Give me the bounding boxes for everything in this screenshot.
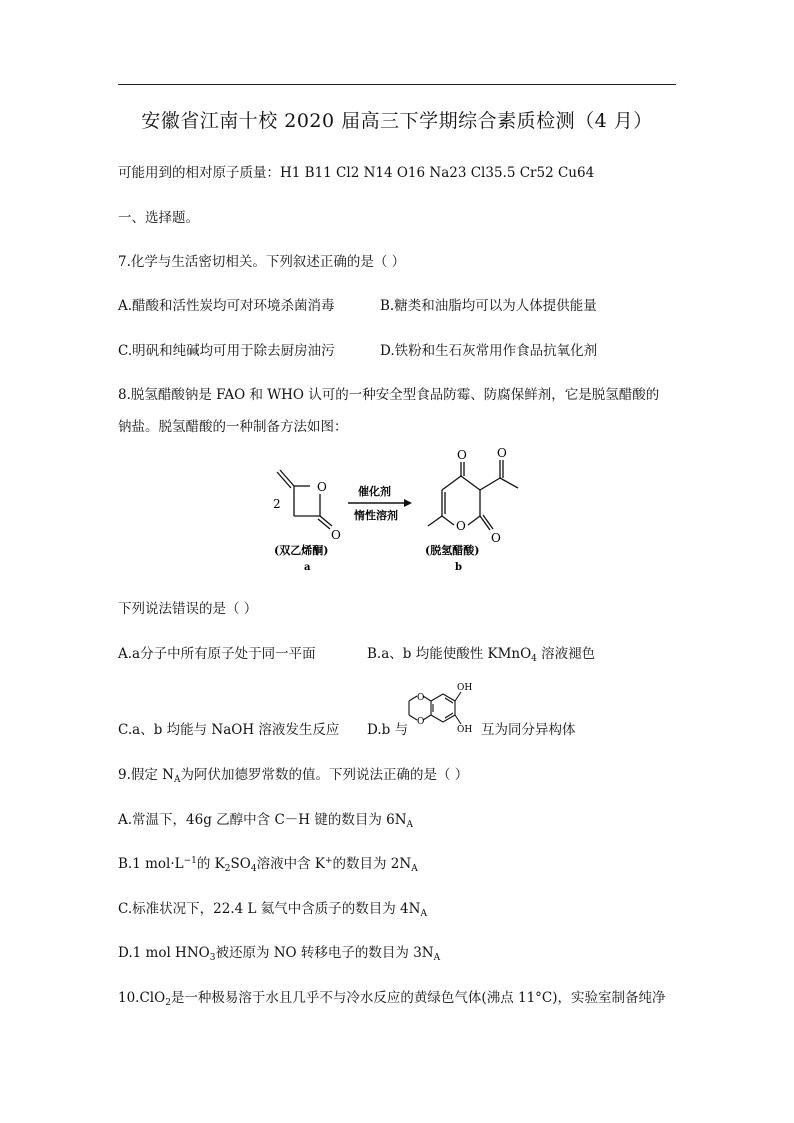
solvent-label: 惰性溶剂 [354,509,398,522]
header-rule [118,84,676,85]
coefficient-2: 2 [273,497,281,511]
name-a: (双乙烯酮) [274,544,329,557]
catalyst-label: 催化剂 [358,485,391,498]
q9-option-d: D.1 mol $HNO_3$被还原为 NO 转移电子的数目为 $3N_A$ [118,945,441,963]
name-b: (脱氢醋酸) [425,544,480,557]
q9-stem: 9.假定 $N_A$为阿伏加德罗常数的值。下列说法正确的是（ ） [118,767,469,785]
hydroxyl-top: OH [457,683,473,693]
benzodioxane-diol-structure [405,678,475,738]
diketene-carbonyl-oxygen: O [331,528,341,542]
q8-option-d-suffix: 互为同分异构体 [481,722,576,738]
dioxane-oxygen-bottom: O [417,717,425,727]
q8-option-a: A.a分子中所有原子处于同一平面 [118,646,316,662]
q8-question: 下列说法错误的是（ ） [118,601,258,617]
q8-option-d-prefix: D.b 与 [367,722,409,738]
reaction-arrowhead [404,499,412,507]
dha-acetyl-oxygen: O [497,446,507,460]
q7-option-a: A.醋酸和活性炭均可对环境杀菌消毒 [118,298,335,314]
diketene-structure [277,470,332,529]
diketene-ring-oxygen: O [317,480,327,494]
hydroxyl-bottom: OH [457,725,473,735]
dha-top-oxygen: O [457,448,467,462]
q7-option-b: B.糖类和油脂均可以为人体提供能量 [380,298,597,314]
dioxane-oxygen-top: O [417,693,425,703]
q7-option-c: C.明矾和纯碱均可用于除去厨房油污 [118,343,335,359]
page-title: 安徽省江南十校 2020 届高三下学期综合素质检测（4 月） [141,110,653,132]
dha-lower-oxygen: O [491,531,501,545]
dha-ring-oxygen: O [456,519,466,533]
q8-stem-line1: 8.脱氢醋酸钠是 FAO 和 WHO 认可的一种安全型食品防霉、防腐保鲜剂，它是脱氢醋酸的 [118,387,660,403]
q8-option-b: B.a、b 均能使酸性 KMnO$_4$ 溶液褪色 [367,646,596,664]
dehydroacetic-acid-structure [428,460,518,530]
q9-option-b: B.1 $mol\cdot L^{-1}$的 $K_2SO_4$溶液中含 K+的数目为 $2N_A$ [118,856,418,874]
q10-stem: 10.ClO$_2$是一种极易溶于水且几乎不与冷水反应的黄绿色气体(沸点 11°C)，实验室制备纯净 [118,990,666,1008]
q7-option-d: D.铁粉和生石灰常用作食品抗氧化剂 [380,343,598,359]
atomic-masses: 可能用到的相对原子质量：H1 B11 Cl2 N14 O16 Na23 Cl35.5 Cr52 Cu64 [118,165,595,181]
label-b: b [455,562,462,573]
reaction-scheme-figure [258,446,538,576]
section-heading: 一、选择题。 [118,210,199,226]
q9-option-c: C.标准状况下，22.4 L 氦气中含质子的数目为 $4N_A$ [118,901,427,919]
q8-stem-line2: 钠盐。脱氢醋酸的一种制备方法如图： [118,419,348,435]
q8-option-c: C.a、b 均能与 NaOH 溶液发生反应 [118,722,340,738]
label-a: a [304,562,311,573]
q9-option-a: A.常温下，46g 乙醇中含 C－H 键的数目为 $6N_A$ [118,812,414,830]
q7-stem: 7.化学与生活密切相关。下列叙述正确的是（ ） [118,254,406,270]
